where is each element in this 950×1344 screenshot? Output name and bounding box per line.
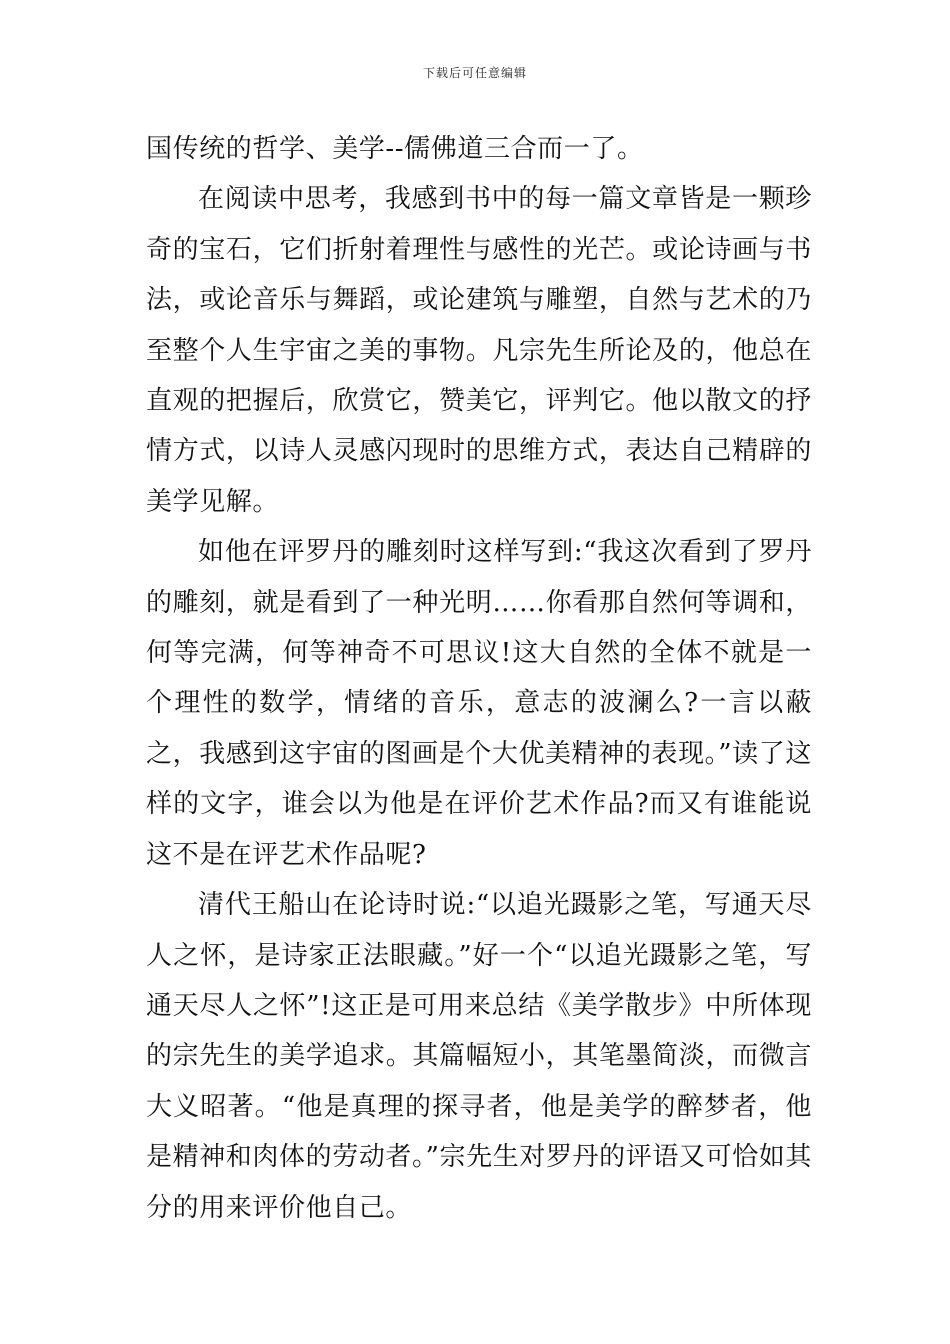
paragraph-wang-chuanshan: 清代王船山在论诗时说:“以追光蹑影之笔，写通天尽人之怀，是诗家正法眼藏。”好一个“以追光蹑影之笔，写通天尽人之怀”!这正是可用来总结《美学散步》中所体现的宗先生的美学追求。其篇幅短小，其笔墨简淡，而微言大义昭著。“他是真理的探寻者，他是美学的醉梦者，他是精神和肉体的劳动者。”宗先生对罗丹的评语又可恰如其分的用来评价他自己。 bbox=[146, 890, 812, 1223]
paragraph-continuation: 国传统的哲学、美学--儒佛道三合而一了。 bbox=[146, 134, 644, 164]
paragraph-rodin-quote: 如他在评罗丹的雕刻时这样写到:“我这次看到了罗丹的雕刻，就是看到了一种光明……你看那自然何等调和，何等完满，何等神奇不可思议!这大自然的全体不就是一个理性的数学，情绪的音乐，意志的波澜么?一言以蔽之，我感到这宇宙的图画是个大优美精神的表现。”读了这样的文字，谁会以为他是在评价艺术作品?而又有谁能说这不是在评艺术作品呢? bbox=[146, 537, 812, 870]
document-body bbox=[146, 124, 812, 1233]
page-header: 下载后可任意编辑 bbox=[422, 66, 527, 80]
paragraph-reading-thoughts: 在阅读中思考，我感到书中的每一篇文章皆是一颗珍奇的宝石，它们折射着理性与感性的光芒。或论诗画与书法，或论音乐与舞蹈，或论建筑与雕塑，自然与艺术的乃至整个人生宇宙之美的事物。凡宗先生所论及的，他总在直观的把握后，欣赏它，赞美它，评判它。他以散文的抒情方式，以诗人灵感闪现时的思维方式，表达自己精辟的美学见解。 bbox=[146, 184, 812, 517]
